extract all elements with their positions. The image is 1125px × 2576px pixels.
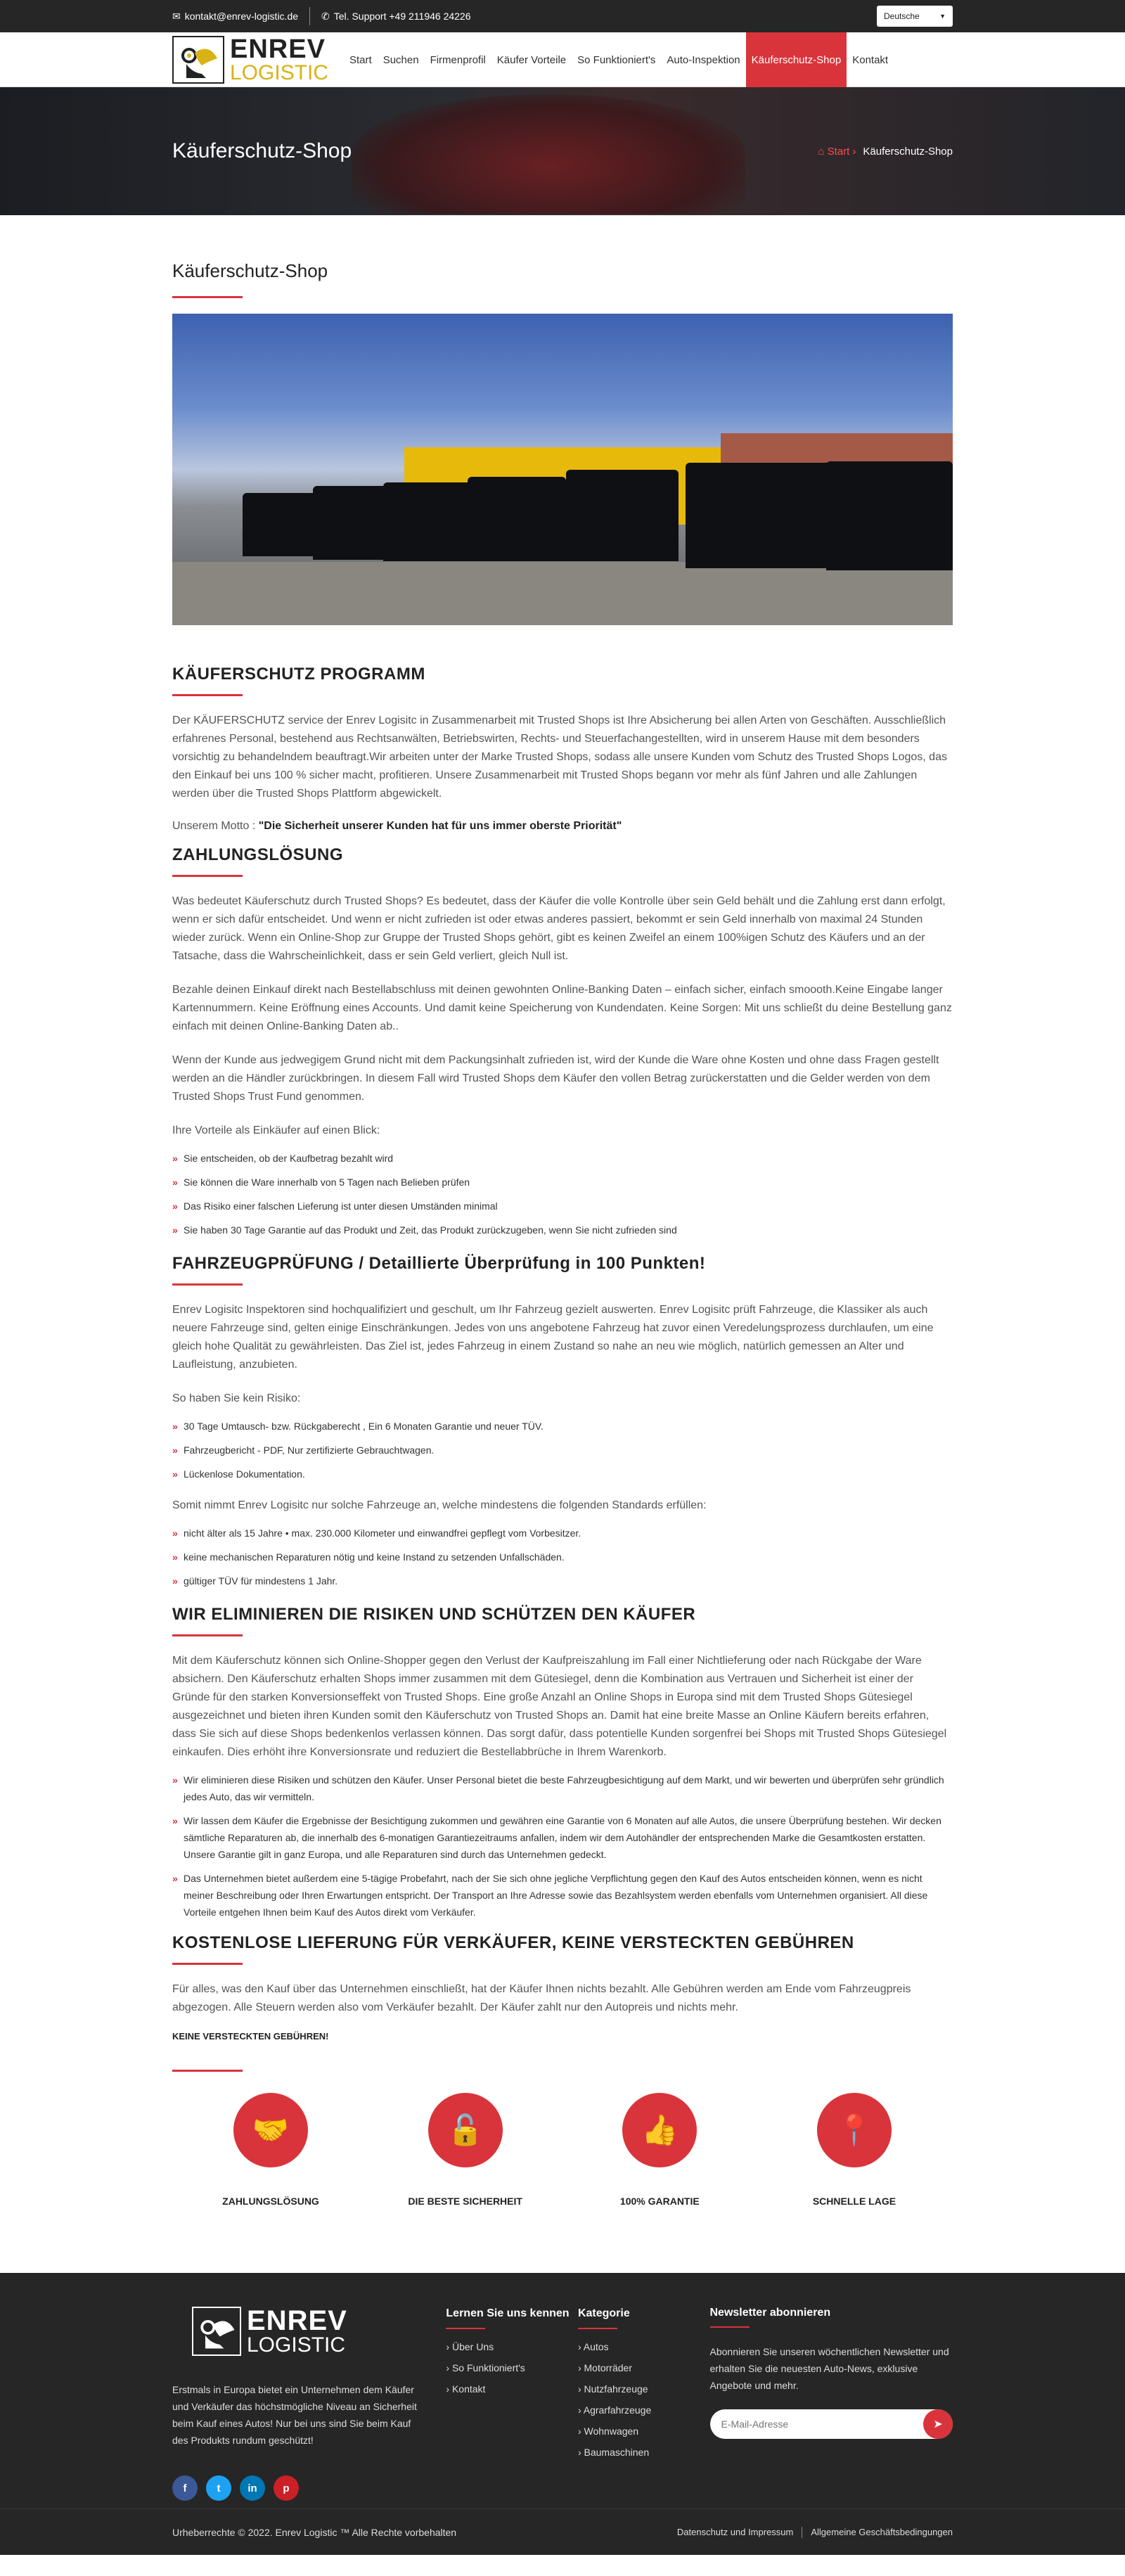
map-marker-icon: 📍 bbox=[817, 2093, 892, 2167]
risks-list bbox=[172, 1771, 953, 1921]
nav-kaeufer-vorteile[interactable]: Käufer Vorteile bbox=[496, 53, 567, 66]
heading-underline bbox=[710, 2326, 750, 2328]
top-bar bbox=[0, 0, 1125, 32]
list-item: » Sie entscheiden, ob der Kaufbetrag bezahlt wird bbox=[172, 1150, 953, 1167]
paragraph: Mit dem Käuferschutz können sich Online-Shopper gegen den Verlust der Kaufpreiszahlung im Fall einer Nichtlieferung oder nach Rückgabe der Ware absichern. Den Käuferschutz erhalten Shops immer zusammen mit dem Gütesiegel, denn die Kombination aus Vertrauen und Sicherheit ist einer der Gründe für den starken Konversionseffekt von Trusted Shops. Eine große Anzahl an Online Shops in Europa sind mit dem Trusted Shops Gütesiegel ausgezeichnet und bieten ihren Kunden somit den Käuferschutz von Trusted Shops an. Damit hat eine breite Masse an Online Käufern bereits erfahren, dass Sie sich auf diese Shops bedenkenlos verlassen können. Das sorgt dafür, dass potentielle Kunden sorgenfrei bei Shops mit Trusted Shops Gütesiegel einkaufen. Dies erhöht ihre Konversionsrate und reduziert die Bestellabbrüche in Ihrem Warenkorb. bbox=[172, 1655, 947, 1758]
breadcrumb-current: Käuferschutz-Shop bbox=[863, 145, 953, 158]
footer-col-title: Kategorie bbox=[577, 2307, 630, 2319]
main-content bbox=[172, 215, 953, 2207]
trucks-hero-image bbox=[172, 314, 953, 625]
facebook-icon[interactable]: f bbox=[172, 2475, 198, 2501]
paragraph: Für alles, was den Kauf über das Unternehmen einschließt, hat der Käufer Ihnen nichts bezahlt. Alle Gebühren werden am Ende vom Fahrzeugpreis abgezogen. Alle Steuern werden also vom Verkäufer bezahlt. Der Käufer zahlt nur den Autopreis und nichts mehr. bbox=[172, 1983, 911, 2013]
benefits-list bbox=[172, 1150, 953, 1238]
phone-text: Tel. Support +49 211946 24226 bbox=[333, 11, 471, 22]
footer-col-learn bbox=[446, 2307, 578, 2508]
title-underline bbox=[172, 296, 243, 298]
main-nav bbox=[344, 32, 894, 87]
paragraph: Bezahle deinen Einkauf direkt nach Bestellabschluss mit deinen gewohnten Online-Banking Daten – einfach sicher, einfach smoooth.Keine Eingabe langer Kartennummern. Keine Eröffnung eines Accounts. Und damit keine Speicherung von Kundendaten. Keine Sorgen: Mit uns schließt du deine Bestellung ganz einfach mit deinen Online-Banking Daten ab.. bbox=[172, 984, 952, 1032]
list-item: » keine mechanischen Reparaturen nötig und keine Instand zu setzenden Unfallschäden. bbox=[172, 1549, 953, 1565]
divider-underline bbox=[172, 2070, 243, 2072]
footer-about-text: Erstmals in Europa bietet ein Unternehmen dem Käufer und Verkäufer das höchstmögliche Niveau an Sicherheit beim Kauf eines Autos! Nur bei uns sind Sie beim Kauf des Produkts rundum geschützt! bbox=[172, 2384, 417, 2446]
truck bbox=[383, 482, 475, 561]
heading-underline bbox=[172, 694, 243, 696]
truck bbox=[826, 461, 953, 570]
footer-link[interactable]: › Nutzfahrzeuge bbox=[578, 2378, 710, 2399]
feature-item bbox=[200, 2093, 341, 2207]
nav-so-funktionierts[interactable]: So Funktioniert's bbox=[577, 53, 656, 66]
feature-item bbox=[395, 2093, 536, 2207]
section-heading: ZAHLUNGSLÖSUNG bbox=[172, 845, 343, 864]
newsletter-text: Abonnieren Sie unseren wöchentlichen Newsletter und erhalten Sie die neuesten Auto-News, exklusive Angebote und mehr. bbox=[709, 2346, 949, 2391]
footer-about bbox=[172, 2307, 419, 2508]
nav-firmenprofil[interactable]: Firmenprofil bbox=[430, 53, 486, 66]
email-text: kontakt@enrev-logistic.de bbox=[184, 11, 299, 22]
newsletter-form bbox=[710, 2409, 953, 2439]
header bbox=[0, 32, 1125, 87]
motto: "Die Sicherheit unserer Kunden hat für uns immer oberste Priorität" bbox=[258, 820, 622, 832]
nav-suchen[interactable]: Suchen bbox=[382, 53, 419, 66]
footer-link[interactable]: › Agrarfahrzeuge bbox=[578, 2399, 710, 2421]
paragraph: So haben Sie kein Risiko: bbox=[172, 1392, 301, 1404]
footer-link[interactable]: › Kontakt bbox=[446, 2378, 578, 2399]
truck bbox=[468, 477, 566, 561]
section-heading: WIR ELIMINIEREN DIE RISIKEN UND SCHÜTZEN DEN KÄUFER bbox=[172, 1605, 696, 1624]
handshake-icon: 🤝 bbox=[233, 2093, 308, 2167]
feature-item bbox=[784, 2093, 925, 2207]
twitter-icon[interactable]: t bbox=[206, 2475, 231, 2501]
feature-label: SCHNELLE LAGE bbox=[812, 2196, 896, 2207]
heading-underline bbox=[172, 1634, 243, 1636]
logo-line1: ENREV bbox=[230, 34, 326, 64]
heading-underline bbox=[172, 1963, 243, 1965]
list-item: » Das Unternehmen bietet außerdem eine 5-tägige Probefahrt, nach der Sie sich ohne jegliche Verpflichtung gegen den Kauf des Autos entscheiden können, wenn es nicht meiner Beschreibung oder Ihren Erwartungen entspricht. Der Transport an Ihre Adresse sowie das Bezahlsystem werden ebenfalls vom Unternehmen organisiert. All diese Vorteile entgehen Ihnen beim Kauf des Autos direkt vom Verkäufer. bbox=[172, 1870, 953, 1921]
send-icon[interactable]: ➤ bbox=[923, 2409, 953, 2439]
ground bbox=[172, 562, 953, 625]
page-banner bbox=[0, 87, 1125, 215]
breadcrumb-home[interactable]: ⌂ Start › bbox=[818, 145, 856, 158]
standards-list bbox=[172, 1525, 953, 1589]
footer-logo[interactable] bbox=[192, 2307, 419, 2356]
motto-prefix: Unserem Motto : bbox=[172, 820, 259, 832]
paragraph: Der KÄUFERSCHUTZ service der Enrev Logisitc in Zusammenarbeit mit Trusted Shops ist Ihre Absicherung bei allen Arten von Geschäften. Ausschließlich erfahrenes Personal, bestehend aus Rechtsanwälten, Betriebswirten, Rechts- und Steuerfachangestellten, wird in unserem Hause mit dem besonders vorsichtig zu behandelndem beauftragt.Wir arbeiten unter der Marke Trusted Shops, sodass alle unsere Kunden vom Schutz des Trusted Shops Logos, das den Einkauf bei uns 100 % sicher macht, profitieren. Unsere Zusammenarbeit mit Trusted Shops begann vor mehr als fünf Jahren und alle Zahlungen werden über die Trusted Shops Plattform abgewickelt. bbox=[172, 715, 947, 800]
list-item: » Sie haben 30 Tage Garantie auf das Produkt und Zeit, das Produkt zurückzugeben, wenn Sie nicht zufrieden sind bbox=[172, 1222, 953, 1238]
logo-line1: ENREV bbox=[247, 2305, 347, 2336]
footer-link[interactable]: › Motorräder bbox=[578, 2357, 710, 2378]
motto-line bbox=[172, 817, 953, 835]
heading-underline bbox=[446, 2328, 485, 2329]
feature-label: 100% GARANTIE bbox=[619, 2196, 700, 2207]
footer-col-title: Lernen Sie uns kennen bbox=[446, 2307, 570, 2319]
chevron-down-icon: ▼ bbox=[939, 13, 946, 20]
no-fees-note: KEINE VERSTECKTEN GEBÜHREN! bbox=[172, 2031, 329, 2042]
pinterest-icon[interactable]: p bbox=[274, 2475, 299, 2501]
paragraph: Was bedeutet Käuferschutz durch Trusted Shops? Es bedeutet, dass der Käufer die volle Kontrolle über sein Geld behält und die Zahlung erst dann erfolgt, wenn er sich dafür entscheidet. Und wenn er nicht zufrieden ist oder etwas anderes passiert, bekommt er sein Geld innerhalb von maximal 24 Stunden wieder zurück. Wenn ein Online-Shop zur Gruppe der Trusted Shops gehört, gibt es keinen Zweifel an einem 100%igen Schutz des Käufers und an der Tatsache, dass die Wahrscheinlichkeit, dass er sein Geld verliert, gleich Null ist. bbox=[172, 895, 946, 962]
footer-link[interactable]: › Autos bbox=[578, 2336, 710, 2357]
section-risiken bbox=[172, 1605, 953, 1921]
risk-list bbox=[172, 1418, 953, 1482]
divider bbox=[309, 7, 310, 25]
nav-start[interactable]: Start bbox=[349, 53, 372, 66]
section-lieferung bbox=[172, 1933, 953, 2072]
list-item: » Lückenlose Dokumentation. bbox=[172, 1466, 953, 1482]
privacy-link[interactable]: Datenschutz und Impressum bbox=[676, 2526, 794, 2537]
banner-title: Käuferschutz-Shop bbox=[172, 139, 352, 162]
footer-link[interactable]: › Baumaschinen bbox=[578, 2442, 710, 2463]
linkedin-icon[interactable]: in bbox=[240, 2475, 265, 2501]
section-zahlung bbox=[172, 845, 953, 1238]
feature-label: DIE BESTE SICHERHEIT bbox=[408, 2196, 522, 2207]
list-item: » Sie können die Ware innerhalb von 5 Tagen nach Belieben prüfen bbox=[172, 1174, 953, 1191]
terms-link[interactable]: Allgemeine Geschäftsbedingungen bbox=[811, 2526, 953, 2537]
logo[interactable] bbox=[172, 34, 329, 85]
logo-line2: LOGISTIC bbox=[230, 61, 329, 84]
section-heading: FAHRZEUGPRÜFUNG / Detaillierte Überprüfung in 100 Punkten! bbox=[172, 1254, 706, 1273]
paragraph: Wenn der Kunde aus jedwegigem Grund nicht mit dem Packungsinhalt zufrieden ist, wird der Kunde die Ware ohne Kosten und ohne dass Fragen gestellt werden an die Händler zurückbringen. In diesem Fall wird Trusted Shops dem Käufer den vollen Betrag zurückerstatten und die Gelder werden von dem Trusted Shops Trust Fund genommen. bbox=[172, 1054, 939, 1103]
truck bbox=[686, 463, 840, 568]
nav-kontakt[interactable]: Kontakt bbox=[852, 53, 889, 66]
feature-label: ZAHLUNGSLÖSUNG bbox=[222, 2196, 319, 2207]
footer-link[interactable]: › Über Uns bbox=[446, 2336, 578, 2357]
heading-underline bbox=[172, 875, 243, 877]
page-title: Käuferschutz-Shop bbox=[172, 260, 328, 281]
footer-link[interactable]: › So Funktioniert's bbox=[446, 2357, 578, 2378]
copyright-bar bbox=[0, 2508, 1125, 2555]
heading-underline bbox=[578, 2328, 617, 2329]
copyright-text: Urheberrechte © 2022. Enrev Logistic ™ Alle Rechte vorbehalten bbox=[172, 2526, 457, 2538]
thumbs-up-icon: 👍 bbox=[622, 2093, 697, 2167]
section-programm bbox=[172, 665, 953, 835]
list-item: » 30 Tage Umtausch- bzw. Rückgaberecht , Ein 6 Monaten Garantie und neuer TÜV. bbox=[172, 1418, 953, 1435]
phone-icon: ✆ bbox=[321, 10, 330, 22]
logo-line2: LOGISTIC bbox=[247, 2333, 346, 2357]
social-links bbox=[172, 2475, 419, 2501]
list-item: » Wir eliminieren diese Risiken und schützen den Käufer. Unser Personal bietet die beste Fahrzeugbesichtigung auf dem Markt, und wir bewerten und überprüfen sehr gründlich jedes Auto, das wir vermitteln. bbox=[172, 1771, 953, 1805]
feature-item bbox=[589, 2093, 730, 2207]
contact-phone[interactable] bbox=[321, 11, 470, 23]
logo-bird-icon bbox=[192, 2307, 241, 2356]
paragraph: Somit nimmt Enrev Logisitc nur solche Fahrzeuge an, welche mindestens die folgenden Standards erfüllen: bbox=[172, 1499, 707, 1511]
section-heading: KÄUFERSCHUTZ PROGRAMM bbox=[172, 665, 425, 684]
logo-bird-icon bbox=[172, 36, 224, 84]
unlock-icon: 🔓 bbox=[428, 2093, 503, 2167]
list-item: » Das Risiko einer falschen Lieferung ist unter diesen Umständen minimal bbox=[172, 1198, 953, 1215]
paragraph: Enrev Logisitc Inspektoren sind hochqualifiziert und geschult, um Ihr Fahrzeug gezielt auswerten. Enrev Logisitc prüft Fahrzeuge, die Klassiker als auch neuere Fahrzeuge sind, gelten einige Einschränkungen. Jedes von uns angebotene Fahrzeug hat zuvor einen Veredelungsprozess durchlaufen, um eine gleich hohe Qualität zu gewährleisten. Das Ziel ist, jedes Fahrzeug in einem Zustand so nahe an neu wie möglich, natürlich gemessen an Alter und Laufleistung, anzubieten. bbox=[172, 1304, 934, 1371]
list-item: » Wir lassen dem Käufer die Ergebnisse der Besichtigung zukommen und gewähren eine Garantie von 6 Monaten auf alle Autos, die unsere Überprüfung bestehen. Wir decken sämtliche Reparaturen ab, die innerhalb des 6-monatigen Garantiezeitraums anfallen, indem wir dem Autohändler der entsprechenden Marke die Gesamtkosten erstatten. Unsere Garantie gilt in ganz Europa, und alle Reparaturen sind durch das Unternehmen gedeckt. bbox=[172, 1812, 953, 1863]
language-select[interactable] bbox=[877, 6, 953, 27]
email-field[interactable] bbox=[721, 2418, 923, 2430]
nav-auto-inspektion[interactable]: Auto-Inspektion bbox=[667, 53, 740, 66]
footer-newsletter bbox=[710, 2307, 953, 2508]
contact-email[interactable] bbox=[172, 11, 298, 23]
nav-kaeuferschutz-shop[interactable]: Käuferschutz-Shop bbox=[746, 32, 847, 87]
section-pruefung bbox=[172, 1254, 953, 1589]
footer-col-category bbox=[578, 2307, 710, 2508]
language-value: Deutsche bbox=[884, 11, 920, 21]
breadcrumb-home-label: Start bbox=[827, 145, 850, 158]
footer-link[interactable]: › Wohnwagen bbox=[578, 2421, 710, 2442]
envelope-icon: ✉ bbox=[172, 10, 181, 22]
heading-underline bbox=[172, 1283, 243, 1286]
list-item: » Fahrzeugbericht - PDF, Nur zertifizierte Gebrauchtwagen. bbox=[172, 1442, 953, 1459]
paragraph: Ihre Vorteile als Einkäufer auf einen Blick: bbox=[172, 1124, 380, 1136]
footer-col-title: Newsletter abonnieren bbox=[709, 2307, 831, 2319]
footer bbox=[0, 2273, 1125, 2555]
features-row bbox=[172, 2093, 953, 2207]
truck bbox=[566, 470, 679, 561]
section-heading: KOSTENLOSE LIEFERUNG FÜR VERKÄUFER, KEINE VERSTECKTEN GEBÜHREN bbox=[172, 1933, 854, 1952]
list-item: » nicht älter als 15 Jahre • max. 230.000 Kilometer und einwandfrei gepflegt vom Vorbesitzer. bbox=[172, 1525, 953, 1542]
breadcrumb bbox=[818, 146, 953, 158]
list-item: » gültiger TÜV für mindestens 1 Jahr. bbox=[172, 1572, 953, 1589]
